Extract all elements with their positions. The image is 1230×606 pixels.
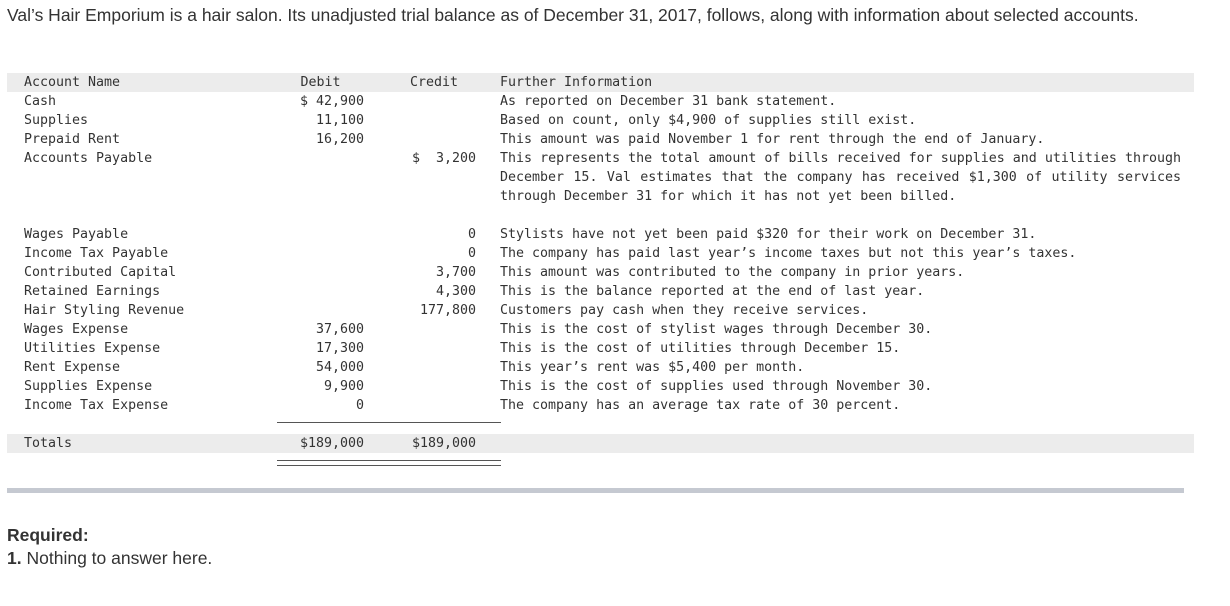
header-debit: Debit (300, 75, 341, 90)
further-information: Stylists have not yet been paid $320 for their work on December 31. (500, 227, 1037, 242)
further-information: This amount was contributed to the company in prior years. (500, 265, 965, 280)
table-row (7, 130, 1194, 149)
account-name: Supplies (24, 113, 89, 128)
further-information: This amount was paid November 1 for rent through the end of January. (500, 132, 1045, 147)
account-name: Income Tax Payable (24, 246, 169, 261)
credit-amount: 0 (467, 227, 476, 242)
debit-amount: 17,300 (315, 341, 364, 356)
table-bottom-divider (7, 488, 1184, 493)
totals-row (7, 434, 1194, 453)
account-name: Wages Expense (24, 322, 129, 337)
table-row (7, 377, 1194, 396)
account-name: Prepaid Rent (24, 132, 121, 147)
debit-amount: 16,200 (315, 132, 364, 147)
further-information: Based on count, only $4,900 of supplies still exist. (500, 113, 917, 128)
table-row (7, 282, 1194, 301)
required-item-number: 1. (7, 548, 22, 568)
account-name: Retained Earnings (24, 284, 161, 299)
debit-amount: $ 42,900 (299, 94, 364, 109)
debit-amount: 0 (355, 398, 364, 413)
debit-amount: 54,000 (315, 360, 364, 375)
table-row (7, 111, 1194, 130)
further-information: This is the cost of utilities through December 15. (500, 341, 901, 356)
totals-credit: $189,000 (411, 436, 476, 451)
table-row (7, 149, 1194, 225)
table-row (7, 244, 1194, 263)
account-name: Supplies Expense (24, 379, 153, 394)
account-name: Cash (24, 94, 57, 109)
required-heading: Required: (7, 525, 89, 545)
required-item-text: Nothing to answer here. (26, 548, 213, 568)
further-information: This represents the total amount of bills received for supplies and utilities through December 15. Val estimates that the company has received $1,300 of utility services through December 31 for which it has not yet been billed. (500, 151, 1181, 204)
header-further-information: Further Information (500, 75, 653, 90)
totals-double-rule-top (277, 460, 501, 461)
further-information: The company has an average tax rate of 30 percent. (500, 398, 901, 413)
header-account-name: Account Name (24, 75, 121, 90)
table-header-row (7, 73, 1194, 92)
credit-amount: 177,800 (419, 303, 476, 318)
credit-amount: $ 3,200 (411, 151, 476, 166)
account-name: Utilities Expense (24, 341, 161, 356)
account-name: Hair Styling Revenue (24, 303, 185, 318)
table-row (7, 320, 1194, 339)
intro-paragraph: Val’s Hair Emporium is a hair salon. Its unadjusted trial balance as of December 31, 2017, follows, along with information about selected accounts. (7, 5, 1139, 25)
totals-label: Totals (24, 436, 73, 451)
totals-top-rule (277, 422, 501, 423)
further-information: This is the balance reported at the end of last year. (500, 284, 925, 299)
credit-amount: 4,300 (435, 284, 476, 299)
account-name: Accounts Payable (24, 151, 153, 166)
further-information: The company has paid last year’s income taxes but not this year’s taxes. (500, 246, 1077, 261)
debit-amount: 37,600 (315, 322, 364, 337)
further-information: This is the cost of stylist wages through December 30. (500, 322, 933, 337)
further-information: This year’s rent was $5,400 per month. (500, 360, 805, 375)
account-name: Wages Payable (24, 227, 129, 242)
account-name: Rent Expense (24, 360, 121, 375)
debit-amount: 9,900 (323, 379, 364, 394)
header-credit: Credit (409, 75, 459, 90)
account-name: Income Tax Expense (24, 398, 169, 413)
debit-amount: 11,100 (315, 113, 364, 128)
further-information: This is the cost of supplies used through November 30. (500, 379, 933, 394)
further-information: As reported on December 31 bank statement. (500, 94, 837, 109)
table-row (7, 339, 1194, 358)
further-information: Customers pay cash when they receive services. (500, 303, 869, 318)
account-name: Contributed Capital (24, 265, 177, 280)
table-row (7, 92, 1194, 111)
table-row (7, 301, 1194, 320)
totals-debit: $189,000 (299, 436, 364, 451)
table-row (7, 225, 1194, 244)
required-section (7, 524, 212, 570)
table-row (7, 358, 1194, 377)
table-row (7, 263, 1194, 282)
credit-amount: 0 (467, 246, 476, 261)
credit-amount: 3,700 (435, 265, 476, 280)
totals-double-rule-bottom (277, 465, 501, 466)
table-row (7, 396, 1194, 415)
